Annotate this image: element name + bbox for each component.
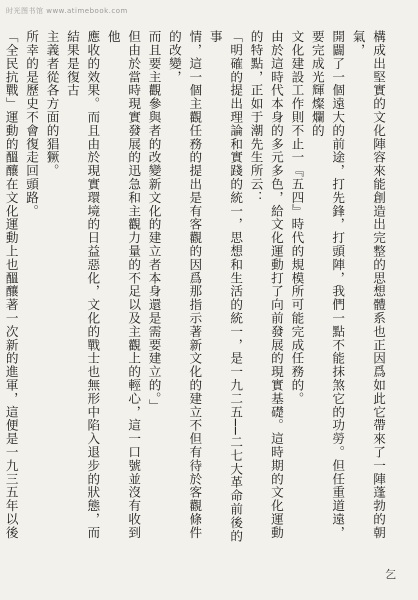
text-column-6: 但由於當時現實發展的迅急和主觀力量的不足以及主觀上的輕心，這一口號並沒有收到他 — [105, 30, 142, 540]
text-column-5: 的特點，正如于潮先生所云： — [248, 30, 264, 205]
quote-column-2: 情，這一個主觀任務的提出是有客觀的因爲那指示著新文化的建立不但有待於客觀條件的改變， — [166, 30, 203, 540]
watermark: 时光图书馆 www.atimebook.com — [6, 7, 128, 15]
text-column-4: 由於這時代本身的多元多色，給文化運動打了向前發展的現實基礎。這時期的文化運動 — [268, 30, 284, 540]
text-column-2: 開闢了一個遠大的前途，打先鋒，打頭陣，我們一點不能抹煞它的功勞。但任重道遠，要完成光輝燦爛的 — [309, 30, 346, 540]
page-text-body — [3, 30, 388, 550]
text-column-1: 構成出堅實的文化陣容來能創造出完整的思想體系也正因爲如此它帶來了一陣蓬勃的朝氣， — [350, 30, 386, 540]
text-column-8: 主義者從各方面的猖獗。 — [44, 30, 60, 178]
text-column-10: 「全民抗戰」運動的醞釀在文化運動上也醞釀著一次新的進軍，這便是一九三五年以後 — [3, 30, 19, 540]
text-column-9: 所幸的是歷史不會復走回頭路。 — [24, 30, 40, 218]
text-column-7: 應收的效果。而且由於現實環境的日益惡化，文化的戰士也無形中陷入退步的狀態，而結果是復古 — [64, 30, 101, 540]
text-column-3: 文化建設工作則不止一『五四』時代的規模所可能完成任務的。 — [289, 30, 305, 406]
page-number: 乞 — [385, 568, 396, 581]
quote-column-1: 「明確的提出理論和實踐的統一，思想和生活的統一，是一九二五──二七大革命前後的事 — [207, 30, 244, 543]
quote-column-3: 而且要主觀參與者的改變新文化的建立者本身還是需要建立的。」 — [146, 30, 162, 413]
